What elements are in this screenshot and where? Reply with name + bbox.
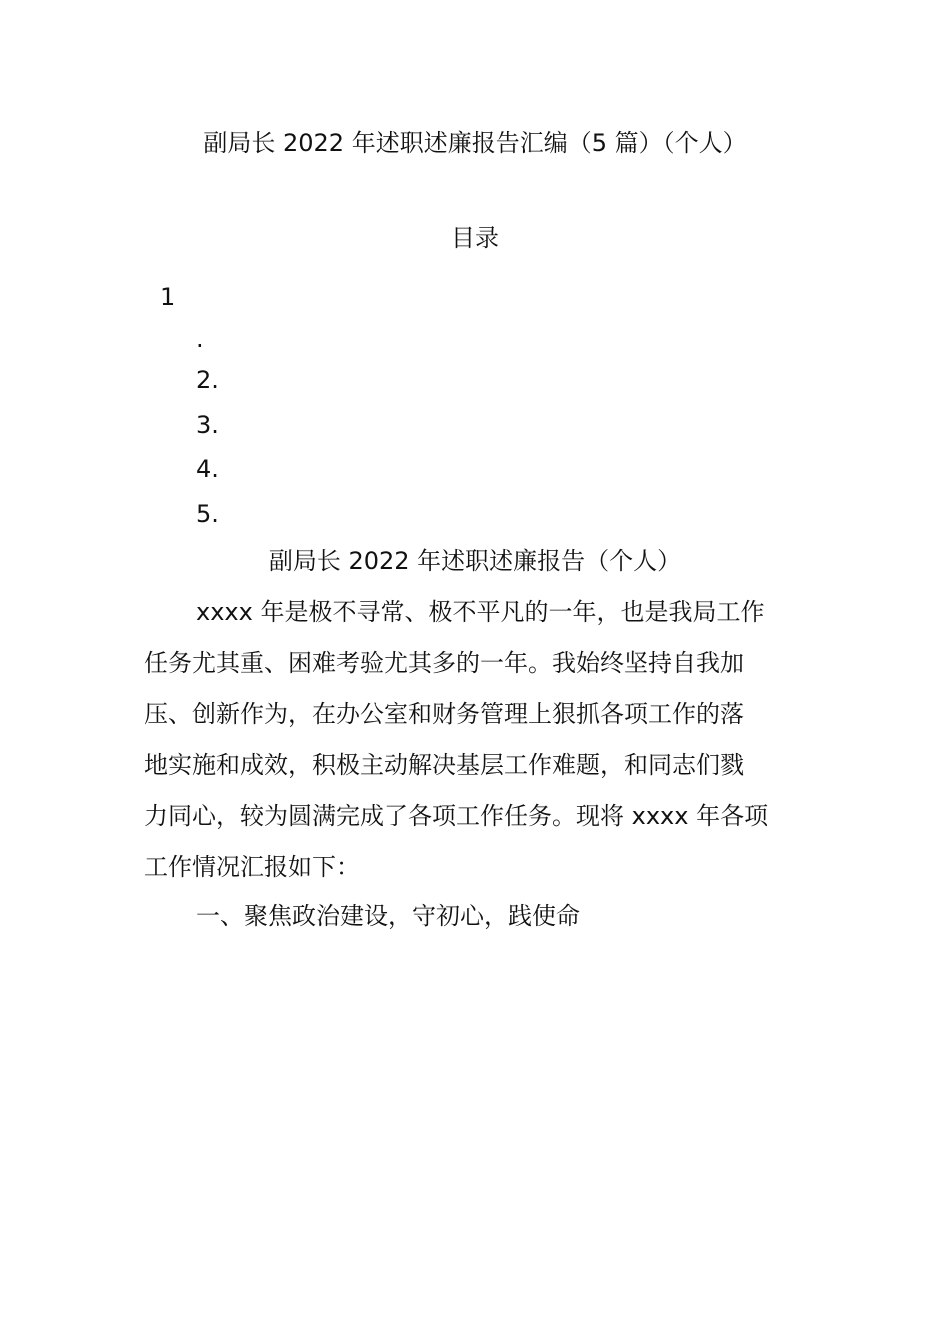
toc-item: 3. [196,411,219,439]
toc-item: 1 [160,283,176,311]
report-title: 副局长 2022 年述职述廉报告（个人） [268,547,682,575]
toc-item: 4. [196,455,219,483]
paragraph-line: 任务尤其重、困难考验尤其多的一年。我始终坚持自我加 [144,649,744,677]
paragraph-line: 力同心，较为圆满完成了各项工作任务。现将 xxxx 年各项 [144,802,769,830]
paragraph-line: 工作情况汇报如下： [144,853,360,881]
paragraph-line: 压、创新作为，在办公室和财务管理上狠抓各项工作的落 [144,700,744,728]
paragraph-line: 地实施和成效，积极主动解决基层工作难题，和同志们戮 [144,751,744,779]
toc-item: . [196,325,204,353]
toc-item: 5. [196,500,219,528]
section-heading: 一、聚焦政治建设，守初心，践使命 [196,902,580,930]
document-title: 副局长 2022 年述职述廉报告汇编（5 篇）（个人） [203,129,747,157]
toc-heading: 目录 [451,224,499,252]
paragraph-line: xxxx 年是极不寻常、极不平凡的一年，也是我局工作 [196,598,765,626]
toc-item: 2. [196,366,219,394]
